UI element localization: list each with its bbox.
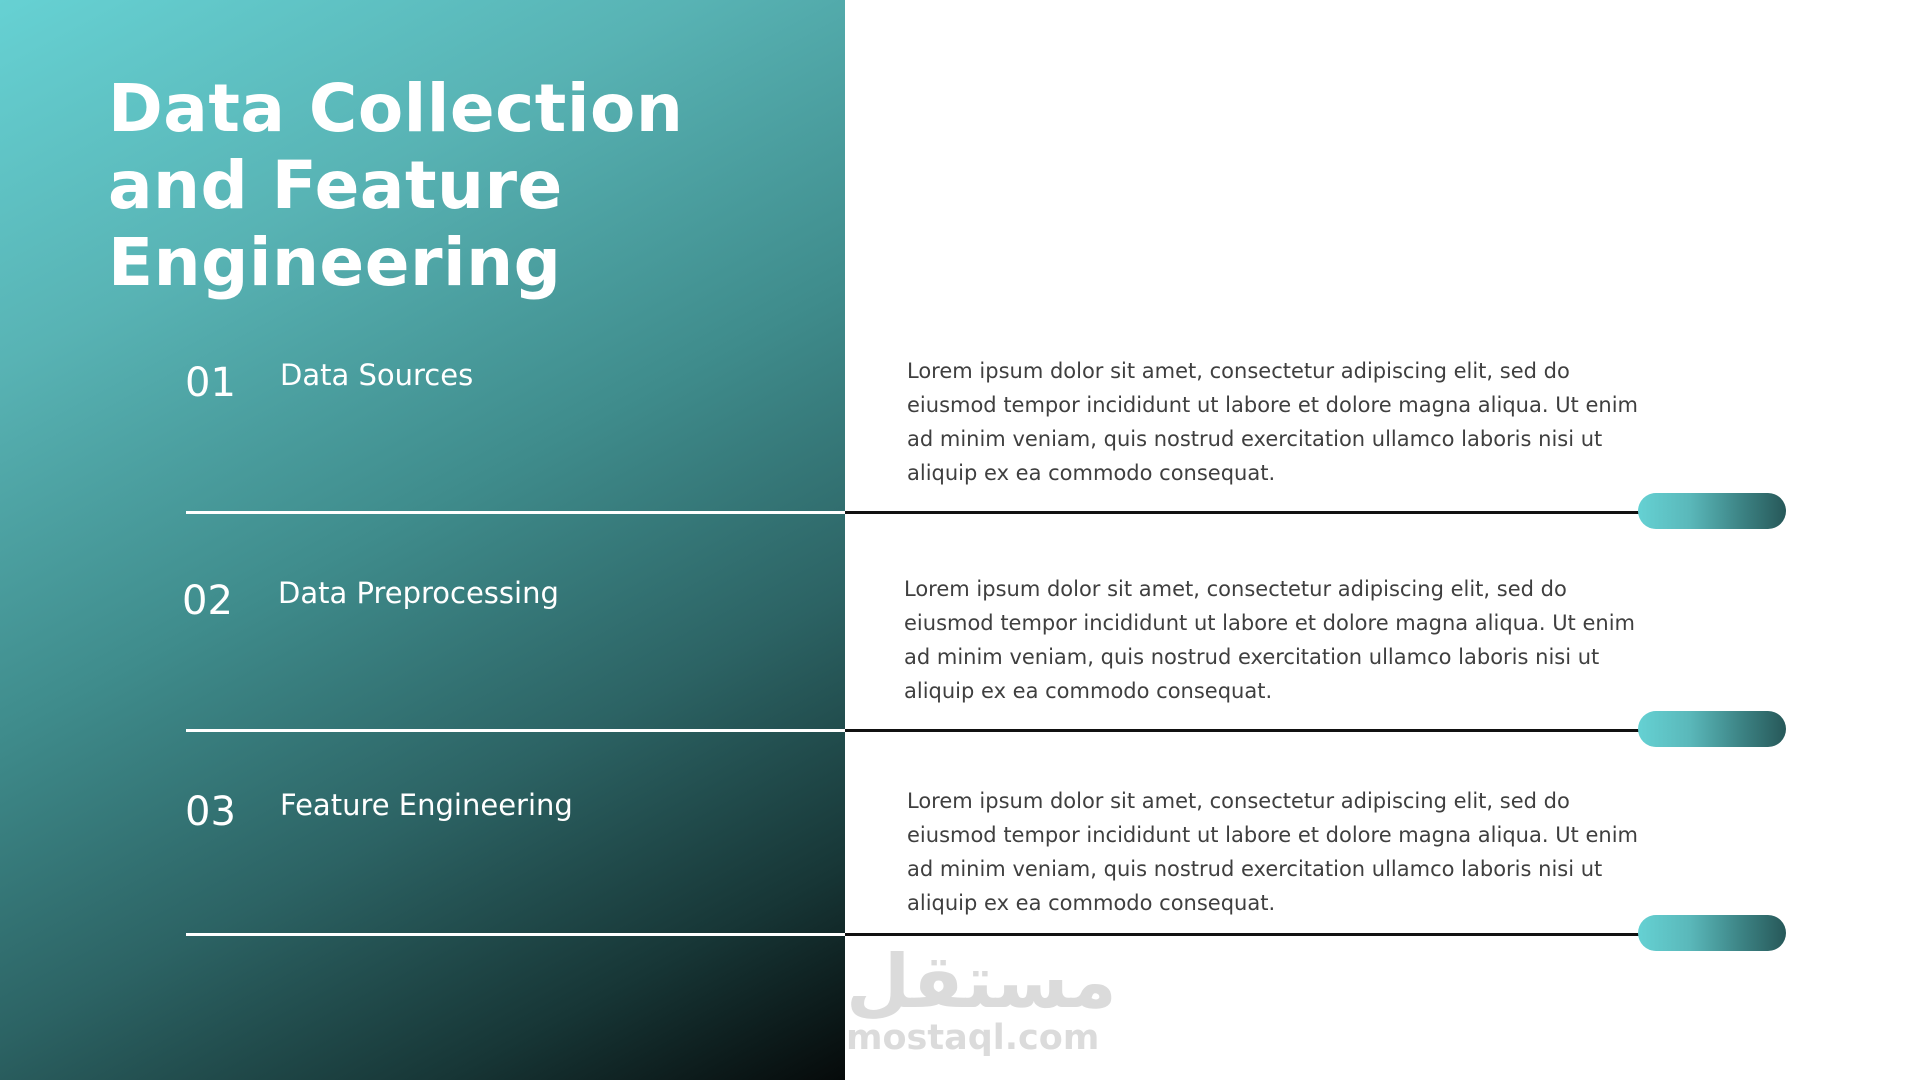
watermark-latin-text: mostaql.com [846, 1018, 1100, 1058]
item-label-data-sources: Data Sources [280, 358, 474, 392]
accent-pill-3 [1638, 915, 1786, 951]
item-description-2: Lorem ipsum dolor sit amet, consectetur adipiscing elit, sed do eiusmod tempor incididunt ut labore et dolore magna aliqua. Ut enim ad minim veniam, quis nostrud exercitation ullamco laboris nisi ut aliquip ex ea commodo consequat. [904, 577, 1635, 703]
watermark-arabic-text: مستقل [846, 939, 1117, 1025]
item-label-data-preprocessing: Data Preprocessing [278, 576, 559, 610]
item-description-3: Lorem ipsum dolor sit amet, consectetur adipiscing elit, sed do eiusmod tempor incididunt ut labore et dolore magna aliqua. Ut enim ad minim veniam, quis nostrud exercitation ullamco laboris nisi ut aliquip ex ea commodo consequat. [907, 789, 1638, 915]
left-divider-1 [186, 511, 845, 514]
left-divider-3 [186, 933, 845, 936]
mostaql-watermark [846, 939, 1117, 1065]
slide-title: Data Collection and Feature Engineering [108, 70, 684, 301]
right-divider-2 [845, 729, 1645, 732]
item-label-feature-engineering: Feature Engineering [280, 788, 573, 822]
accent-pill-1 [1638, 493, 1786, 529]
left-divider-2 [186, 729, 845, 732]
accent-pill-2 [1638, 711, 1786, 747]
item-description-1: Lorem ipsum dolor sit amet, consectetur adipiscing elit, sed do eiusmod tempor incididunt ut labore et dolore magna aliqua. Ut enim ad minim veniam, quis nostrud exercitation ullamco laboris nisi ut aliquip ex ea commodo consequat. [907, 359, 1638, 485]
right-divider-3 [845, 933, 1645, 936]
item-number-3: 03 [185, 789, 236, 835]
item-number-1: 01 [185, 360, 236, 406]
item-number-2: 02 [182, 578, 233, 624]
right-divider-1 [845, 511, 1645, 514]
